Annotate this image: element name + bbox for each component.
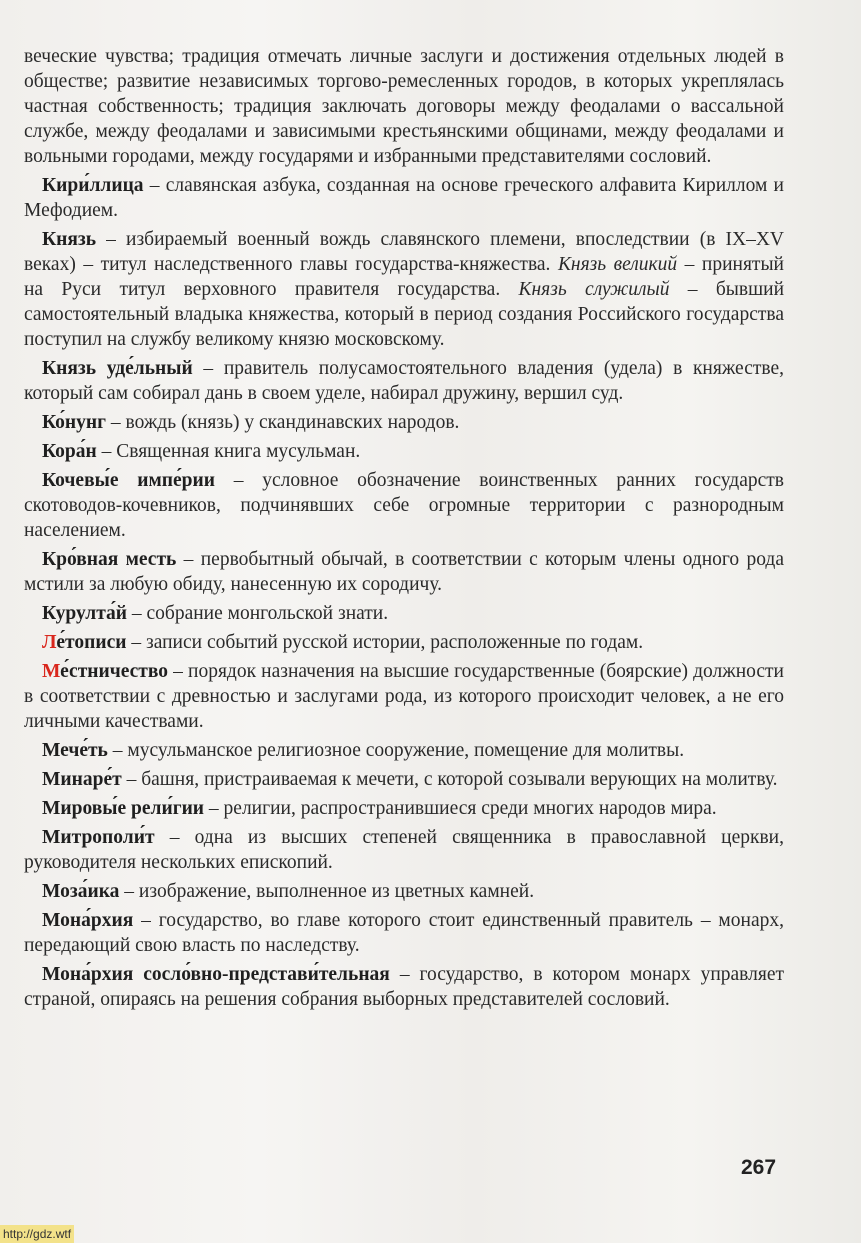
glossary-entry bbox=[24, 356, 784, 406]
page-number: 267 bbox=[741, 1156, 777, 1179]
glossary-entry bbox=[24, 879, 784, 904]
term: Князь bbox=[42, 229, 97, 250]
term: Курулта́й bbox=[42, 603, 127, 624]
definition: – изображение, выполненное из цветных камней. bbox=[119, 881, 535, 902]
definition: – записи событий русской истории, расположенные по годам. bbox=[126, 632, 644, 653]
term: Минаре́т bbox=[42, 769, 122, 790]
term: е́тописи bbox=[56, 632, 127, 653]
definition: – первобытный обычай, в соответствии с которым члены одного рода мстили за любую обиду, нанесенную их сородичу. bbox=[24, 549, 784, 595]
glossary-entry bbox=[24, 908, 784, 958]
term: Моза́ика bbox=[42, 881, 120, 902]
term: Мече́ть bbox=[42, 740, 108, 761]
glossary-entry bbox=[24, 825, 784, 875]
red-initial: М bbox=[42, 661, 61, 682]
term: Кочевы́е импе́рии bbox=[42, 470, 215, 491]
glossary-entry bbox=[24, 962, 784, 1012]
definition: – одна из высших степеней священника в православной церкви, руководителя нескольких епископий. bbox=[24, 827, 784, 873]
term: Ко́нунг bbox=[42, 412, 106, 433]
definition: – мусульманское религиозное сооружение, помещение для молитвы. bbox=[107, 740, 685, 761]
glossary-entry bbox=[24, 227, 784, 352]
glossary-entry bbox=[24, 659, 784, 734]
subterm: Князь служилый bbox=[518, 279, 670, 300]
definition: – башня, пристраиваемая к мечети, с которой созывали верующих на молитву. bbox=[121, 769, 778, 790]
definition: – бывший самостоятельный владыка княжества, который в период создания Российского государства поступил на службу великому князю московскому. bbox=[24, 279, 784, 350]
glossary-entry bbox=[24, 468, 784, 543]
definition: – Священная книга мусульман. bbox=[96, 441, 361, 462]
glossary-entry bbox=[24, 630, 784, 655]
glossary-entry bbox=[24, 796, 784, 821]
definition: – правитель полусамостоятельного владения (удела) в княжестве, который сам собирал дань в своем уделе, набирал дружину, вершил суд. bbox=[24, 358, 784, 404]
definition: – славянская азбука, созданная на основе греческого алфавита Кириллом и Мефодием. bbox=[24, 175, 784, 221]
glossary-entry bbox=[24, 547, 784, 597]
definition: – условное обозначение воинственных ранних государств скотоводов-кочевников, подчинявших себе огромные территории с разнородным населением. bbox=[24, 470, 784, 541]
glossary-entry bbox=[24, 439, 784, 464]
intro-paragraph: вечеcкие чувства; традиция отмечать личные заслуги и достижения отдельных людей в обществе; развитие независимых торгово-ремесленных городов, в которых укреплялась частная собственность; традиция заключать договоры между феодалами о вассальной службе, между феодалами и зависимыми крестьянскими общинами, между феодалами и вольными городами, между государями и избранными представителями сословий. bbox=[24, 46, 784, 167]
glossary-entry bbox=[24, 601, 784, 626]
glossary-entry bbox=[24, 173, 784, 223]
term: Мона́рхия bbox=[42, 910, 134, 931]
term: Мировы́е рели́гии bbox=[42, 798, 205, 819]
glossary-entry bbox=[24, 410, 784, 435]
definition: – порядок назначения на высшие государственные (боярские) должности в соответствии с древностью и заслугами рода, из которого происходит человек, а не его личными качествами. bbox=[24, 661, 784, 732]
watermark-link[interactable]: http://gdz.wtf bbox=[0, 1225, 74, 1243]
term: Мона́рхия сосло́вно-представи́тельная bbox=[42, 964, 390, 985]
glossary-page bbox=[24, 44, 784, 1016]
term: Князь уде́льный bbox=[42, 358, 193, 379]
term: е́стничество bbox=[60, 661, 169, 682]
term: Митрополи́т bbox=[42, 827, 155, 848]
glossary-entries bbox=[24, 173, 784, 1012]
red-initial: Л bbox=[42, 632, 57, 653]
definition: – государство, во главе которого стоит единственный правитель – монарх, передающий свою власть по наследству. bbox=[24, 910, 784, 956]
definition: – государство, в котором монарх управляет страной, опираясь на решения собрания выборных представителей сословий. bbox=[24, 964, 785, 1010]
glossary-entry bbox=[24, 767, 784, 792]
glossary-entry bbox=[24, 738, 784, 763]
definition: – вождь (князь) у скандинавских народов. bbox=[106, 412, 460, 433]
term: Кро́вная месть bbox=[42, 549, 177, 570]
definition: – принятый на Руси титул верховного правителя государства. bbox=[24, 254, 784, 300]
definition: – собрание монгольской знати. bbox=[127, 603, 389, 624]
term: Кири́ллица bbox=[42, 175, 144, 196]
term: Кора́н bbox=[42, 441, 97, 462]
definition: – избираемый военный вождь славянского племени, впоследствии (в IX–XV веках) – титул наследственного главы государства-княжества. bbox=[24, 229, 784, 275]
definition: – религии, распространившиеся среди многих народов мира. bbox=[204, 798, 717, 819]
subterm: Князь великий bbox=[557, 254, 678, 275]
